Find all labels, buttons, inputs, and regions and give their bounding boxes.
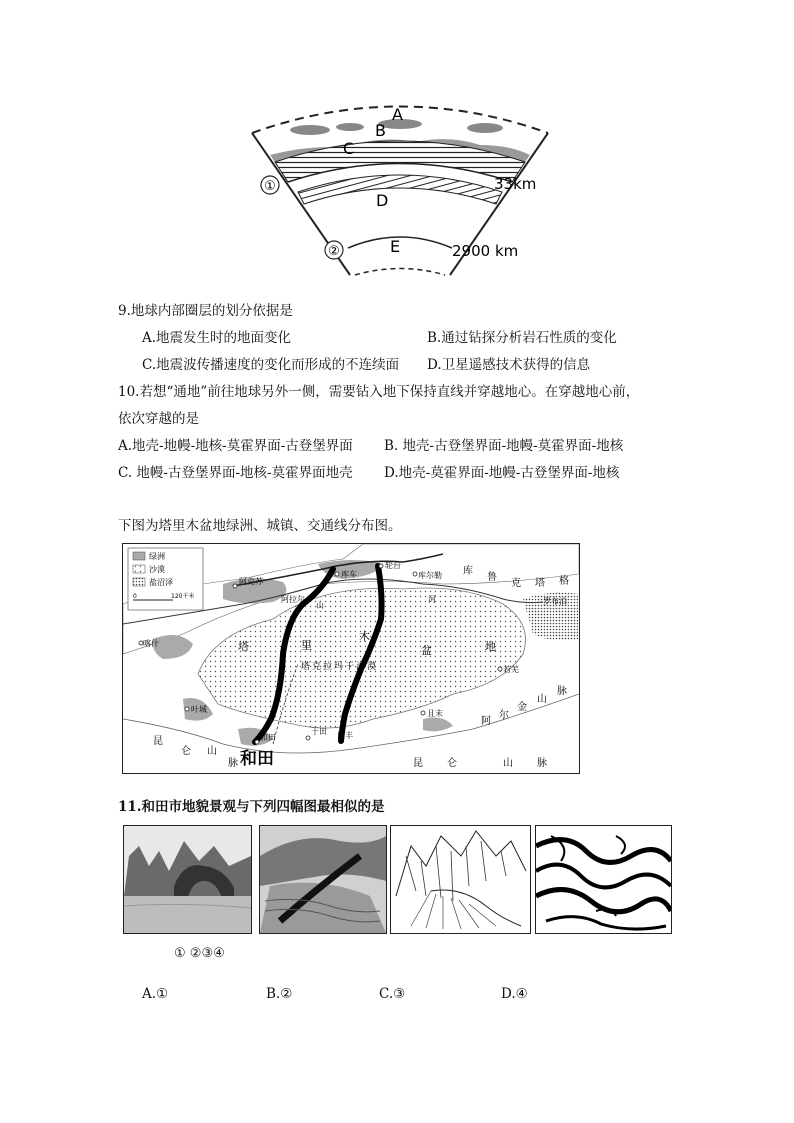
earth-interior-diagram bbox=[250, 100, 550, 290]
q10-option-d: D.地壳-莫霍界面-地幔-古登堡界面-地核 bbox=[384, 465, 620, 481]
cloud-shape bbox=[467, 123, 503, 133]
kunlun-west-char: 脉 bbox=[228, 758, 238, 769]
q9-option-a: A.地震发生时的地面变化 bbox=[142, 330, 292, 346]
q9-stem: 9.地球内部圈层的划分依据是 bbox=[118, 303, 293, 319]
legend-desert-label: 沙漠 bbox=[149, 565, 165, 574]
kuluke-range-char: 塔 bbox=[535, 578, 545, 589]
mantle-hatched-band bbox=[298, 175, 502, 204]
place-kuche: 库车 bbox=[341, 570, 357, 579]
city-dot bbox=[421, 711, 425, 715]
place-hetian-large: 和田 bbox=[240, 749, 274, 769]
landscape-image-4 bbox=[535, 825, 672, 934]
kunlun-west-char: 仑 bbox=[181, 746, 191, 757]
place-yecheng: 叶城 bbox=[191, 705, 207, 714]
kuluke-range-char: 格 bbox=[559, 576, 569, 587]
aerjin-range-char: 尔 bbox=[499, 710, 509, 721]
city-dot bbox=[413, 572, 417, 576]
aerjin-range-char: 脉 bbox=[557, 686, 567, 697]
kunlun-range-char: 山 bbox=[503, 758, 513, 769]
city-dot bbox=[233, 584, 237, 588]
place-luntai: 轮台 bbox=[385, 561, 401, 570]
place-yutian: 于田 bbox=[311, 727, 327, 736]
label-b: B bbox=[375, 121, 386, 140]
aerjin-range-char: 阿 bbox=[481, 716, 491, 727]
legend-scale-label: 120千米 bbox=[171, 593, 195, 600]
meander-sketch bbox=[536, 826, 671, 933]
kunlun-range-char: 昆 bbox=[413, 758, 423, 769]
q10-option-c: C. 地幔-古登堡界面-地核-莫霍界面地壳 bbox=[118, 465, 353, 481]
kuluke-range-char: 克 bbox=[511, 578, 521, 589]
place-he: 河 bbox=[428, 595, 436, 604]
q10-option-a: A.地壳-地幔-地核-莫霍界面-古登堡界面 bbox=[118, 438, 353, 454]
q9-option-b: B.通过钻探分析岩石性质的变化 bbox=[427, 330, 617, 346]
alluvial-fan-sketch bbox=[391, 826, 530, 933]
q11-option-a: A.① bbox=[142, 986, 169, 1002]
legend-swatch-oasis bbox=[133, 552, 145, 560]
q10-option-b: B. 地壳-古登堡界面-地幔-莫霍界面-地核 bbox=[384, 438, 624, 454]
cloud-shape bbox=[336, 123, 364, 131]
kunlun-range-char: 脉 bbox=[537, 758, 547, 769]
legend-swatch-saltmarsh bbox=[133, 578, 145, 586]
city-dot bbox=[255, 740, 259, 744]
label-d: D bbox=[376, 191, 389, 210]
tarim-basin-map bbox=[122, 543, 580, 774]
legend-oasis-label: 绿洲 bbox=[149, 552, 165, 561]
aerjin-range-char: 山 bbox=[537, 694, 547, 705]
alluvial-fan-photo bbox=[260, 826, 386, 933]
place-qiemo: 且末 bbox=[427, 709, 443, 718]
q11-image-labels: ① ②③④ bbox=[174, 946, 225, 961]
q10-stem-line1: 10.若想“通地”前往地球另外一侧，需要钻入地下保持直线并穿越地心。在穿越地心前， bbox=[118, 384, 640, 400]
label-a: A bbox=[392, 105, 403, 124]
taklamakan-desert bbox=[198, 588, 526, 728]
basin-char: 里 bbox=[301, 639, 312, 652]
landscape-image-2 bbox=[259, 825, 387, 934]
oasis-qiemo bbox=[423, 718, 453, 732]
basin-char: 木 bbox=[359, 630, 370, 643]
label-circle-2-text: ② bbox=[328, 244, 340, 259]
city-dot bbox=[335, 572, 339, 576]
place-shan: 山 bbox=[316, 601, 324, 610]
label-circle-1-text: ① bbox=[264, 179, 276, 194]
q9-option-c: C.地震波传播速度的变化而形成的不连续面 bbox=[142, 357, 400, 373]
earth-interior-svg bbox=[250, 100, 550, 290]
basin-char: 地 bbox=[485, 640, 496, 653]
cloud-shape bbox=[290, 125, 330, 135]
city-dot bbox=[306, 736, 310, 740]
q11-option-d: D.④ bbox=[501, 986, 528, 1002]
desert-name: 塔克拉玛干沙漠 bbox=[301, 662, 379, 672]
map-intro-text: 下图为塔里木盆地绿洲、城镇、交通线分布图。 bbox=[118, 518, 402, 534]
legend-swatch-desert bbox=[133, 565, 145, 573]
q11-option-b: B.② bbox=[266, 986, 293, 1002]
kunlun-west-char: 昆 bbox=[153, 736, 163, 747]
legend-saltmarsh-label: 盐沼泽 bbox=[149, 578, 173, 587]
q9-option-d: D.卫星遥感技术获得的信息 bbox=[427, 357, 591, 373]
kuluke-range-char: 鲁 bbox=[487, 572, 497, 583]
place-akesu: 阿克苏 bbox=[239, 577, 263, 586]
city-dot bbox=[139, 641, 143, 645]
label-e: E bbox=[390, 237, 401, 256]
city-dot bbox=[185, 707, 189, 711]
place-hetian-small: 和田 bbox=[260, 733, 276, 742]
q11-stem: 11.和田市地貌景观与下列四幅图最相似的是 bbox=[118, 799, 385, 815]
landscape-image-1 bbox=[123, 825, 252, 934]
city-dot bbox=[498, 667, 502, 671]
place-luobu: 罗布泊 bbox=[543, 597, 567, 606]
place-kashi: 喀什 bbox=[143, 639, 159, 648]
q11-option-c: C.③ bbox=[379, 986, 406, 1002]
depth-33km: 33km bbox=[494, 175, 537, 193]
tarim-map-svg bbox=[123, 544, 579, 773]
place-kuerle: 库尔勒 bbox=[418, 571, 442, 580]
city-dot bbox=[379, 564, 383, 568]
place-minfeng: 民丰 bbox=[337, 731, 353, 740]
aerjin-range-char: 金 bbox=[517, 702, 527, 713]
place-ruoqiang: 若羌 bbox=[503, 665, 519, 674]
basin-char: 塔 bbox=[238, 640, 249, 653]
q10-stem-line2: 依次穿越的是 bbox=[118, 411, 199, 427]
kunlun-west-char: 山 bbox=[207, 746, 217, 757]
depth-2900km: 2900 km bbox=[452, 242, 519, 260]
kuluke-range-char: 库 bbox=[463, 566, 473, 577]
basin-char: 盆 bbox=[421, 644, 432, 657]
core-dashed-boundary bbox=[355, 269, 445, 276]
place-alaer: 阿拉尔 bbox=[281, 595, 305, 604]
label-c: C bbox=[343, 139, 355, 158]
landscape-image-3 bbox=[390, 825, 531, 934]
karst-arch-photo bbox=[124, 826, 251, 933]
kunlun-range-char: 仑 bbox=[447, 758, 457, 769]
legend-scale-zero: 0 bbox=[133, 593, 137, 600]
